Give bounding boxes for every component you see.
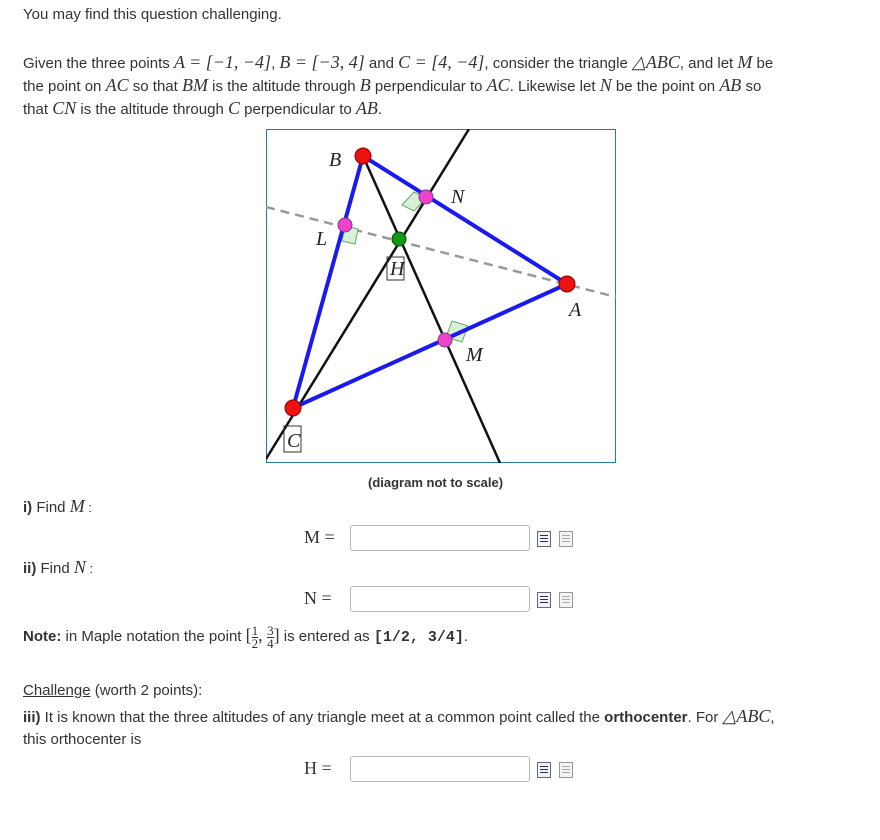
question-1-prompt: i) Find M : bbox=[23, 496, 92, 516]
label-n: N bbox=[451, 186, 465, 208]
orthocenter-h bbox=[392, 232, 406, 246]
label-h: H bbox=[390, 258, 405, 280]
equation-editor-icon[interactable] bbox=[537, 531, 551, 547]
foot-l bbox=[338, 218, 352, 232]
label-a: A bbox=[569, 299, 582, 321]
problem-line-2: the point on AC so that BM is the altitude through B perpendicular to AC. Likewise let N be the point on AB so bbox=[23, 75, 762, 95]
question-2-prompt: ii) Find N : bbox=[23, 557, 94, 577]
n-answer-input[interactable] bbox=[350, 586, 530, 612]
challenge-header: Challenge (worth 2 points): bbox=[23, 682, 203, 699]
preview-icon[interactable] bbox=[559, 762, 573, 778]
m-answer-label: M = bbox=[304, 527, 335, 547]
n-answer-label: N = bbox=[304, 588, 332, 608]
diagram-border bbox=[267, 130, 616, 463]
m-answer-input[interactable] bbox=[350, 525, 530, 551]
label-b: B bbox=[329, 149, 342, 171]
preview-icon[interactable] bbox=[559, 531, 573, 547]
label-c: C bbox=[287, 430, 301, 452]
label-m: M bbox=[466, 344, 483, 366]
foot-n bbox=[419, 190, 433, 204]
challenge-link[interactable]: Challenge bbox=[23, 682, 91, 699]
foot-m bbox=[438, 333, 452, 347]
intro-text: You may find this question challenging. bbox=[23, 6, 282, 23]
vertex-c bbox=[285, 400, 301, 416]
triangle-diagram bbox=[266, 129, 616, 463]
fraction-1: $\frac{1}{2}$ bbox=[251, 622, 259, 651]
problem-line-3: that CN is the altitude through C perpendicular to AB. bbox=[23, 98, 383, 118]
preview-icon[interactable] bbox=[559, 592, 573, 608]
vertex-a bbox=[559, 276, 575, 292]
label-l: L bbox=[316, 228, 328, 250]
vertex-b bbox=[355, 148, 371, 164]
challenge-line-1: iii) It is known that the three altitudes of any triangle meet at a common point called the orthocenter. For △ABC, bbox=[23, 706, 775, 726]
diagram-caption: (diagram not to scale) bbox=[368, 475, 504, 490]
h-answer-label: H = bbox=[304, 758, 332, 778]
fraction-2: $\frac{3}{4}$ bbox=[267, 622, 274, 651]
equation-editor-icon[interactable] bbox=[537, 592, 551, 608]
maple-note: Note: in Maple notation the point [ $\frac{1}{2}$ , $\frac{3}{4}$ ] is entered as [1/2, 3/4]. bbox=[23, 622, 469, 651]
challenge-line-2: this orthocenter is bbox=[23, 731, 142, 748]
problem-line-1: Given the three points A = [−1, −4], B = [−3, 4] and C = [4, −4], consider the triangle △ABC, and let M be bbox=[23, 52, 774, 72]
equation-editor-icon[interactable] bbox=[537, 762, 551, 778]
h-answer-input[interactable] bbox=[350, 756, 530, 782]
